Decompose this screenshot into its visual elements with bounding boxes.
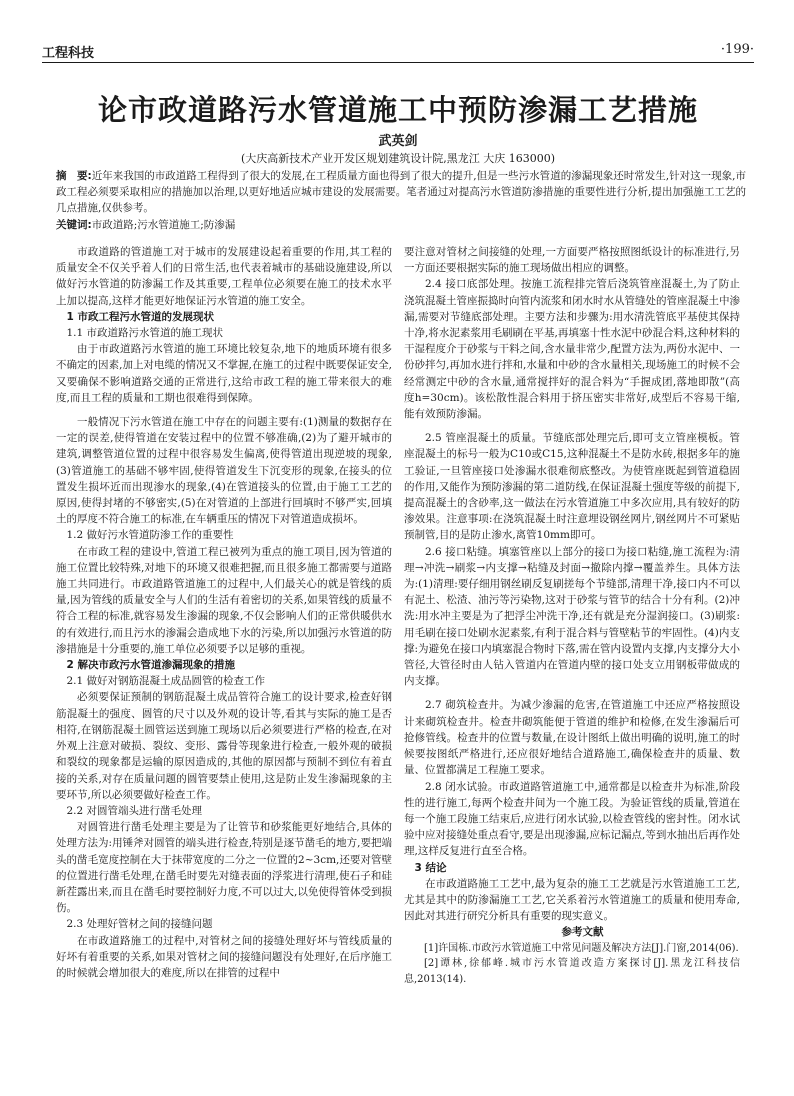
keywords — [56, 217, 746, 233]
section-heading: 2 解决市政污水管道渗漏现象的措施 — [66, 659, 235, 672]
body-paragraph: 市政道路的管道施工对于城市的发展建设起着重要的作用,其工程的质量安全不仅关乎着人们的日常生活,也代表着城市的基础设施建设,所以做好污水管道的防渗漏工作及其重要,工程单位必须要在施工的技术水平上加以提高,这样才能更好地保证污水管道的施工安全。 — [56, 246, 392, 307]
left-column — [56, 244, 392, 981]
affiliation: (大庆高新技术产业开发区规划建筑设计院,黑龙江 大庆 163000) — [240, 152, 556, 165]
reference-item: [2]谭林,徐郁峰.城市污水管道改造方案探讨[J].黑龙江科技信息,2013(14). — [404, 958, 740, 985]
subsection-heading: 1.1 市政道路污水管道的施工现状 — [66, 327, 224, 340]
subsection-heading: 1.2 做好污水管道防渗工作的重要性 — [66, 529, 234, 542]
paper-title: 论市政道路污水管道施工中预防渗漏工艺措施 — [97, 93, 698, 127]
body-paragraph: 必须要保证预制的钢筋混凝土成品管符合施工的设计要求,检查好钢筋混凝土的强度、圆管的尺寸以及外观的设计等,看其与实际的施工是否相符,在钢筋混凝土圆管运送到施工现场以后必须要进行严格的检查,在对外观上注意对破损、裂纹、变形、露骨等现象进行检查,一般外观的破损和裂纹的现象都是运输的原因造成的,其他的原因都与预制不到位有着直接的关系,对存在质量问题的圆管要禁止使用,这是防止发生渗漏现象的主要环节,所以必须要做好检查工作。 — [56, 691, 392, 801]
header-rule — [42, 62, 754, 63]
body-paragraph: 在市政道路施工工艺中,最为复杂的施工工艺就是污水管道施工工艺,尤其是其中的防渗漏施工工艺,它关系着污水管道施工的质量和使用寿命,因此对其进行研究分析具有重要的现实意义。 — [404, 877, 740, 923]
abstract-label: 摘 要: — [56, 170, 92, 182]
body-paragraph: 由于市政道路污水管道的施工环境比较复杂,地下的地质环境有很多不确定的因素,加上对电缆的情况又不掌握,在施工的过程中既要保证安全,又要确保不影响道路交通的正常进行,这给市政工程的施工带来很大的难度,而且工程的质量和工期也很难得到保障。 — [56, 343, 392, 404]
abstract-text: 近年来我国的市政道路工程得到了很大的发展,在工程质量方面也得到了很大的提升,但是一些污水管道的渗漏现象还时常发生,针对这一现象,市政工程必须要采取相应的措施加以治理,以更好地适应城市建设的发展需要。笔者通过对提高污水管道防渗措施的重要性进行分析,提出加强施工工艺的几点措施,仅供参考。 — [56, 170, 746, 214]
reference-item: [1]许国栋.市政污水管道施工中常见问题及解决方法[J].门窗,2014(06). — [424, 942, 739, 954]
subsection-heading: 2.1 做好对钢筋混凝土成品圆管的检查工作 — [66, 675, 266, 688]
body-paragraph: 一般情况下污水管道在施工中存在的问题主要有:(1)测量的数据存在一定的误差,使得管道在安装过程中的位置不够准确,(2)为了避开城市的建筑,调整管道位置的过程中很容易发生偏离,使得管道出现逆坡的现象,(3)管道施工的基础不够牢固,使得管道发生下沉变形的现象,在接头的位置发生损坏近而出现渗水的现象,(4)在管道接头的位置,由于施工工艺的原因,使得封堵的不够密实,(5)在对管道的上部进行回填时不够严实,回填土的厚度不符合施工的标准,在车辆重压的情况下对管道造成损坏。 — [56, 416, 392, 526]
body-paragraph: 2.7 砌筑检查井。为减少渗漏的危害,在管道施工中还应严格按照设计来砌筑检查井。检查井砌筑能便于管道的维护和检修,在发生渗漏后可抢修管线。检查井的位置与数量,在设计图纸上做出明确的说明,施工的时候要按图纸严格进行,还应很好地结合道路施工,确保检查井的质量、数量、位置都满足工程施工要求。 — [404, 699, 740, 777]
body-paragraph: 2.4 接口底部处理。按施工流程排完管后浇筑管座混凝土,为了防止浇筑混凝土管座振捣时向管内流浆和闭水时水从管缝处的管座混凝土中渗漏,需要对节缝底部处理。主要方法和步骤为:用水清洗管底平基使其保持十净,将水泥素浆用毛刷刷在平基,再填塞十性水泥中砂混合料,这种材料的干湿程度介于砂浆与干料之间,含水量非常少,配置方法为,两份水泥中、一份砂拌匀,再加水进行拌和,水量和中砂的含水量相关,现场施工的时候不会经常测定中砂的含水量,通常搅拌好的混合料为“手握成团,落地即散”(高度h=30cm)。该松散性混合料用于挤压密实非常好,成型后不容易干缩,能有效预防渗漏。 — [404, 278, 740, 421]
section-heading: 3 结论 — [414, 861, 447, 874]
body-paragraph: 2.6 接口粘缝。填塞管座以上部分的接口为接口粘缝,施工流程为:清理→冲洗→刷浆→内支撑→粘缝及封面→撤除内撑→覆盖养生。具体方法为:(1)清理:要仔细用钢丝刷反复刷搓每个节缝部,清理干净,接口内不可以有泥土、松渣、油污等污染物,这对于砂浆与管节的结合十分有利。(2)冲洗:用水冲主要是为了把浮尘冲洗干净,还有就是充分湿润接口。(3)刷浆:用毛刷在接口处刷水泥素浆,有利于混合料与管壁粘节的牢固性。(4)内支撑:为避免在接口内填塞混合物时下落,需在管内设置内支撑,内支撑分大小管径,大管径时由人钻入管道内在管道内壁的接口处支立用钢板带做成的内支撑。 — [404, 545, 740, 688]
subsection-heading: 2.2 对圆管端头进行凿毛处理 — [66, 804, 203, 817]
author: 武英剑 — [378, 134, 418, 149]
subsection-heading: 2.3 处理好管材之间的接缝问题 — [66, 918, 213, 931]
body-paragraph: 2.8 闭水试验。市政道路管道施工中,通常都是以检查井为标准,阶段性的进行施工,每两个检查井间为一个施工段。为验证管线的质量,管道在每一个施工段施工结束后,应进行闭水试验,以检查管线的密封性。闭水试验中应对接缝处重点看守,要是出现渗漏,应标记漏点,等到水抽出后再作处理,这样反复进行直至合格。 — [404, 780, 740, 858]
body-paragraph: 在市政工程的建设中,管道工程已被列为重点的施工项目,因为管道的施工位置比较特殊,对地下的环境又很难把握,而且很多施工都需要与道路施工共同进行。市政道路管道施工的过程中,人们最关心的就是管线的质量,因为管线的质量安全与人们的生活有着密切的关系,如果管线的质量不符合工程的标准,就容易发生渗漏的现象,不仅会影响人们的正常供暖供水的有效进行,而且污水的渗漏会造成地下水的污染,所以加强污水管道的防渗措施是十分重要的,施工单位必须要予以足够的重视。 — [56, 545, 392, 655]
keywords-text: 市政道路;污水管道施工;防渗漏 — [91, 219, 236, 231]
body-paragraph: 2.5 管座混凝土的质量。节缝底部处理完后,即可支立管座模板。管座混凝土的标号一般为C10或C15,这种混凝土不是防水砖,根据多年的施工验证,一旦管座接口处渗漏水很难彻底整改。为使管座既起到管道稳固的作用,又能作为预防渗漏的第二道防线,在保证混凝土强度等级的前提下,提高混凝土的含砂率,这一做法在污水管道施工中多次应用,具有较好的防渗效果。注意事项:在浇筑混凝土时注意埋设钢丝网片,钢丝网片不可紧贴预制管,目的是防止渗水,离管10mm即可。 — [404, 432, 740, 542]
journal-name: 工程科技 — [42, 46, 95, 61]
section-heading: 1 市政工程污水管道的发展现状 — [66, 310, 214, 323]
abstract — [56, 168, 746, 216]
references-title: 参考文献 — [561, 926, 604, 939]
body-paragraph: 要注意对管材之间接缝的处理,一方面要严格按照图纸设计的标准进行,另一方面还要根据实际的施工现场做出相应的调整。 — [404, 246, 740, 275]
body-paragraph: 在市政道路施工的过程中,对管材之间的接缝处理好坏与管线质量的好坏有着重要的关系,如果对管材之间的接缝问题没有处理好,在后序施工的时候就会增加很大的难度,所以在排管的过程中 — [56, 934, 392, 979]
keywords-label: 关键词: — [56, 219, 92, 231]
right-column — [404, 244, 740, 987]
running-header — [42, 40, 754, 62]
body-paragraph: 对圆管进行凿毛处理主要是为了让管节和砂浆能更好地结合,具体的处理方法为:用锤斧对圆管的端头进行检查,特别是逐节凿毛的地方,要把端头的凿毛宽度控制在大于抹带宽度的二分之一位置的2~3cm,还要对管壁的位置进行凿毛处理,在凿毛时要先对缝表面的浮浆进行清理,使石子和硅新茬露出来,而且在凿毛时要控制好力度,不可以过大,以免使得管体受到损伤。 — [56, 821, 392, 915]
page-number: ·199· — [720, 42, 754, 57]
